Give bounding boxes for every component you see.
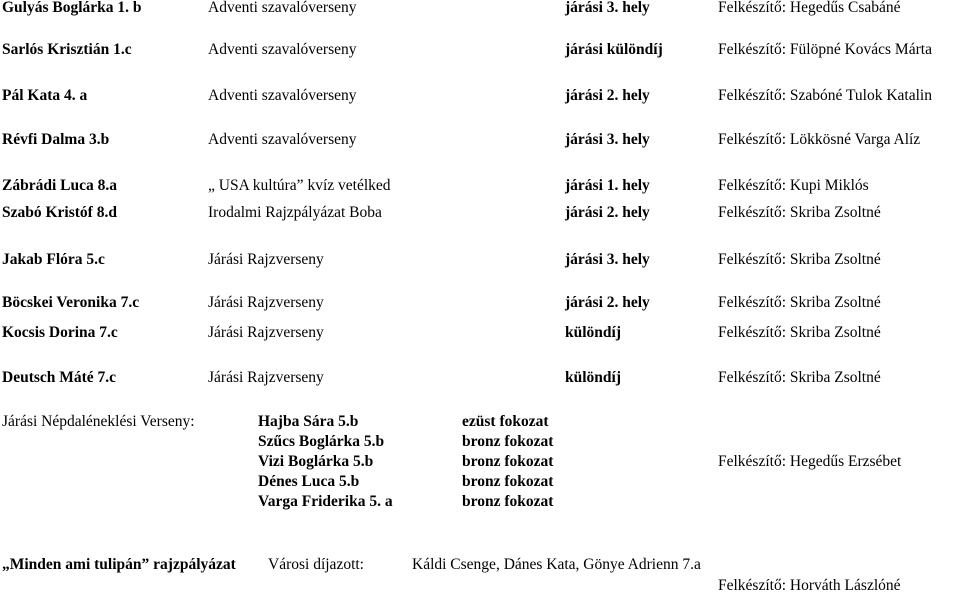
student-name: Böcskei Veronika 7.c [2, 294, 140, 311]
result: különdíj [565, 369, 622, 386]
competition: Járási Rajzverseny [208, 251, 324, 268]
folk-song-title: Járási Népdaléneklési Verseny: [2, 413, 195, 430]
result-row [0, 249, 960, 271]
tulip-label: Városi díjazott: [268, 556, 364, 573]
competition: Adventi szavalóverseny [208, 131, 357, 148]
student-name: Kocsis Dorina 7.c [2, 324, 118, 341]
folk-song-name: Dénes Luca 5.b [258, 473, 360, 490]
teacher: Felkészítő: Kupi Miklós [718, 177, 869, 194]
result-row [0, 175, 960, 197]
student-name: Szabó Kristóf 8.d [2, 204, 117, 221]
tulip-row [0, 554, 960, 576]
folk-song-name: Hajba Sára 5.b [258, 413, 359, 430]
tulip-title: „Minden ami tulipán” rajzpályázat [2, 556, 236, 573]
teacher: Felkészítő: Skriba Zsoltné [718, 324, 881, 341]
result: járási 2. hely [565, 294, 650, 311]
result: járási 3. hely [565, 251, 650, 268]
folk-song-row [0, 471, 960, 493]
teacher: Felkészítő: Skriba Zsoltné [718, 204, 881, 221]
teacher: Felkészítő: Skriba Zsoltné [718, 251, 881, 268]
result: járási 2. hely [565, 87, 650, 104]
folk-song-result: bronz fokozat [462, 473, 554, 490]
folk-song-row [0, 431, 960, 453]
folk-song-row [0, 491, 960, 513]
result-row [0, 85, 960, 107]
teacher: Felkészítő: Skriba Zsoltné [718, 369, 881, 386]
result-row [0, 322, 960, 344]
folk-song-teacher: Felkészítő: Hegedűs Erzsébet [718, 453, 902, 470]
student-name: Pál Kata 4. a [2, 87, 88, 104]
folk-song-result: bronz fokozat [462, 433, 554, 450]
result-row [0, 39, 960, 61]
result-row [0, 367, 960, 389]
student-name: Jakab Flóra 5.c [2, 251, 105, 268]
student-name: Révfi Dalma 3.b [2, 131, 110, 148]
teacher: Felkészítő: Skriba Zsoltné [718, 294, 881, 311]
teacher: Felkészítő: Hegedűs Csabáné [718, 0, 901, 16]
tulip-winners: Káldi Csenge, Dánes Kata, Gönye Adrienn 7.a [412, 556, 701, 573]
teacher: Felkészítő: Lökkösné Varga Alíz [718, 131, 921, 148]
teacher: Felkészítő: Szabóné Tulok Katalin [718, 87, 932, 104]
folk-song-result: bronz fokozat [462, 453, 554, 470]
teacher: Felkészítő: Fülöpné Kovács Márta [718, 41, 932, 58]
folk-song-name: Vizi Boglárka 5.b [258, 453, 374, 470]
competition: Adventi szavalóverseny [208, 87, 357, 104]
result: járási különdíj [565, 41, 663, 58]
competition: Adventi szavalóverseny [208, 0, 357, 16]
student-name: Sarlós Krisztián 1.c [2, 41, 132, 58]
student-name: Gulyás Boglárka 1. b [2, 0, 142, 16]
result: járási 3. hely [565, 131, 650, 148]
result-row [0, 202, 960, 224]
competition: „ USA kultúra” kvíz vetélked [208, 177, 391, 194]
competition: Irodalmi Rajzpályázat Boba [208, 204, 382, 221]
result: járási 1. hely [565, 177, 650, 194]
result: járási 3. hely [565, 0, 650, 16]
tulip-teacher: Felkészítő: Horváth Lászlóné [718, 577, 901, 594]
folk-song-result: ezüst fokozat [462, 413, 549, 430]
result-row [0, 129, 960, 151]
folk-song-row [0, 411, 960, 433]
competition: Járási Rajzverseny [208, 369, 324, 386]
result: járási 2. hely [565, 204, 650, 221]
folk-song-name: Varga Friderika 5. a [258, 493, 393, 510]
folk-song-name: Szűcs Boglárka 5.b [258, 433, 385, 450]
result-row [0, 292, 960, 314]
competition: Járási Rajzverseny [208, 294, 324, 311]
student-name: Deutsch Máté 7.c [2, 369, 117, 386]
result-row [0, 0, 960, 19]
competition: Adventi szavalóverseny [208, 41, 357, 58]
student-name: Zábrádi Luca 8.a [2, 177, 117, 194]
folk-song-result: bronz fokozat [462, 493, 554, 510]
competition: Járási Rajzverseny [208, 324, 324, 341]
folk-song-row [0, 451, 960, 473]
result: különdíj [565, 324, 622, 341]
